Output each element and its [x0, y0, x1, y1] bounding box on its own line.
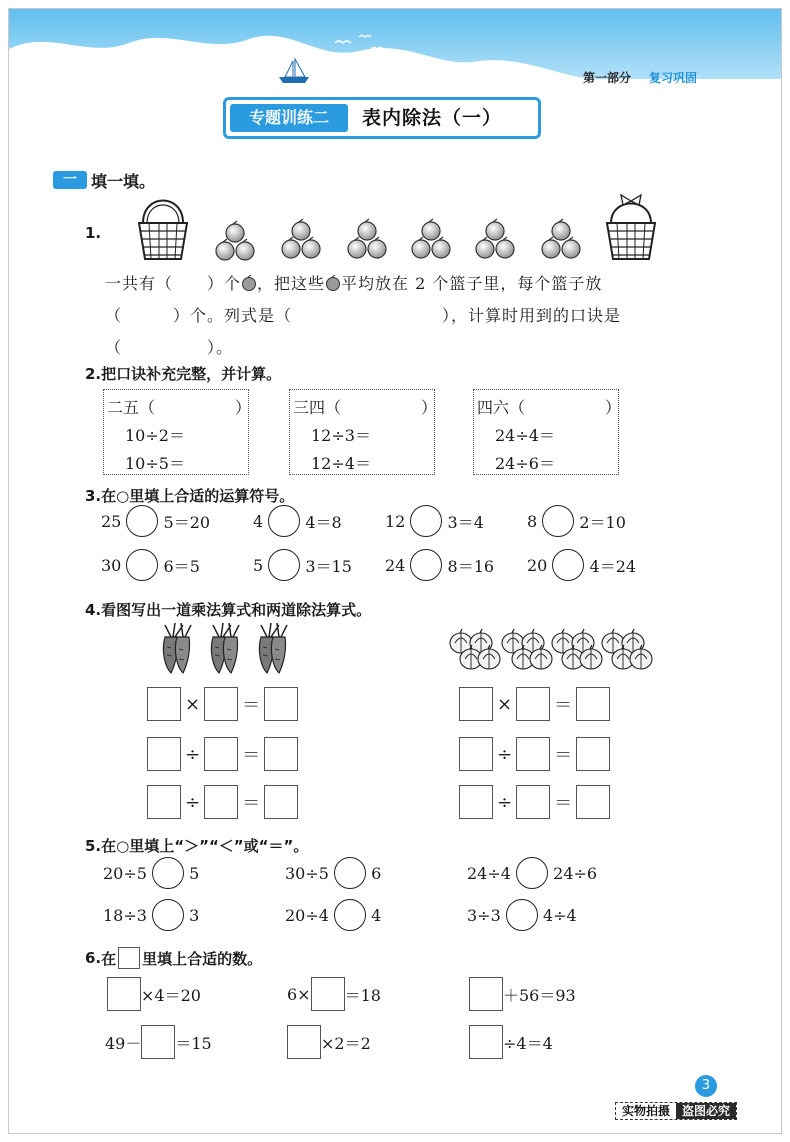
q3-operand-b: 2＝10 — [579, 512, 626, 532]
equals-sign: ＝ — [554, 745, 573, 766]
q6-item — [469, 977, 576, 1011]
answer-box[interactable] — [107, 977, 141, 1011]
fruit-icon — [241, 275, 257, 291]
pumpkins-illustration — [447, 627, 653, 673]
q6-post: ＋56＝93 — [503, 985, 576, 1005]
q4-left-div-row-2 — [147, 785, 298, 819]
q1-line1c: 平均放在 2 个篮子里，每个篮子放 — [341, 274, 603, 293]
answer-box[interactable] — [287, 1025, 321, 1059]
answer-box[interactable] — [576, 737, 610, 771]
q2-title: 把口诀补充完整，并计算。 — [101, 365, 282, 383]
q5-item — [285, 899, 381, 931]
q4-left-mult-row — [147, 687, 298, 721]
q6-item — [287, 977, 381, 1011]
equals-sign: ＝ — [242, 695, 261, 716]
q5-compare-circle[interactable] — [516, 857, 548, 889]
q6-post: ×4＝20 — [141, 985, 201, 1005]
q5-item — [467, 899, 577, 931]
topic-tag: 专题训练二 — [230, 104, 348, 132]
q2-box-3-eq1[interactable]: 24÷4＝ — [495, 426, 555, 445]
q6-header — [85, 947, 262, 969]
answer-box[interactable] — [516, 737, 550, 771]
q3-operand-b: 5＝20 — [163, 512, 211, 532]
stamp-left: 实物拍摄 — [616, 1103, 676, 1119]
q6-item — [287, 1025, 371, 1059]
q1-line2 — [105, 303, 621, 326]
answer-box[interactable] — [147, 785, 181, 819]
q3-op-circle[interactable] — [126, 505, 158, 537]
answer-box[interactable] — [264, 687, 298, 721]
answer-box[interactable] — [204, 785, 238, 819]
q2-box-2-eq2[interactable]: 12÷4＝ — [311, 454, 371, 473]
q3-item — [385, 505, 484, 537]
q3-operand-b: 6＝5 — [163, 556, 200, 576]
part-badge-text: 一 — [63, 172, 77, 188]
page-number: 3 — [695, 1075, 717, 1097]
q3-item — [253, 505, 342, 537]
divide-sign: ÷ — [185, 743, 201, 765]
section-label: 第一部分 — [583, 71, 632, 85]
part-title: 填一填。 — [91, 172, 156, 191]
times-sign: × — [497, 693, 513, 715]
q3-item — [527, 549, 636, 581]
q6-item — [469, 1025, 553, 1059]
q4-header — [85, 599, 371, 620]
q5-item — [285, 857, 381, 889]
q5-right: 4÷4 — [542, 905, 577, 925]
q5-left: 30÷5 — [285, 863, 329, 883]
q1-line1 — [105, 271, 602, 294]
q5-right: 3 — [189, 905, 200, 925]
q5-compare-circle[interactable] — [334, 857, 366, 889]
answer-box[interactable] — [459, 687, 493, 721]
q5-left: 20÷5 — [103, 863, 147, 883]
q5-right: 6 — [371, 863, 382, 883]
q1-line2b: ），计算时用到的口诀是 — [442, 306, 622, 325]
divide-sign: ÷ — [497, 743, 513, 765]
fruit-groups-illustration — [209, 215, 649, 267]
q3-item — [385, 549, 494, 581]
q3-operand-a: 5 — [253, 555, 264, 575]
q3-operand-a: 20 — [527, 555, 548, 575]
q6-pre: 6× — [287, 984, 311, 1004]
q2-box-3-head[interactable]: 四六（ ） — [477, 398, 622, 417]
q3-header — [85, 485, 294, 506]
q1-number: 1. — [85, 224, 102, 242]
answer-box[interactable] — [204, 737, 238, 771]
q5-compare-circle[interactable] — [152, 857, 184, 889]
q5-item — [103, 857, 199, 889]
carrots-illustration — [153, 621, 303, 677]
q3-title: 在○里填上合适的运算符号。 — [101, 487, 295, 505]
q5-item — [467, 857, 597, 889]
fruit-icon — [325, 275, 341, 291]
q3-operand-b: 3＝4 — [447, 512, 484, 532]
answer-box[interactable] — [576, 785, 610, 819]
q5-item — [103, 899, 199, 931]
q5-header — [85, 835, 308, 856]
q3-operand-a: 8 — [527, 511, 538, 531]
answer-box[interactable] — [516, 687, 550, 721]
q3-op-circle[interactable] — [410, 549, 442, 581]
q3-operand-a: 30 — [101, 555, 122, 575]
q6-item — [107, 977, 201, 1011]
q3-operand-a: 25 — [101, 511, 122, 531]
q6-title-b: 里填上合适的数。 — [142, 949, 263, 968]
q6-post: ＝15 — [175, 1033, 212, 1053]
q5-number: 5. — [85, 836, 102, 855]
divide-sign: ÷ — [185, 791, 201, 813]
q3-operand-b: 3＝15 — [305, 556, 352, 576]
q3-item — [101, 505, 210, 537]
q2-number: 2. — [85, 364, 102, 383]
basket-icon — [133, 193, 193, 265]
q3-number: 3. — [85, 486, 102, 505]
q2-box-1-eq2[interactable]: 10÷5＝ — [125, 454, 185, 473]
q5-right: 5 — [189, 863, 200, 883]
q5-right: 4 — [371, 905, 382, 925]
q5-compare-circle[interactable] — [152, 899, 184, 931]
stamp-right: 盗图必究 — [676, 1103, 736, 1119]
q3-op-circle[interactable] — [552, 549, 584, 581]
q6-title-a: 在 — [101, 949, 117, 968]
worksheet-page — [8, 8, 782, 1134]
box-symbol — [118, 947, 140, 969]
q4-title: 看图写出一道乘法算式和两道除法算式。 — [101, 601, 372, 619]
equals-sign: ＝ — [242, 793, 261, 814]
q5-left: 18÷3 — [103, 905, 147, 925]
answer-box[interactable] — [264, 785, 298, 819]
subsection-label: 复习巩固 — [649, 71, 698, 85]
q2-box-2-head[interactable]: 三四（ ） — [293, 398, 438, 417]
q3-operand-a: 24 — [385, 555, 406, 575]
equals-sign: ＝ — [242, 745, 261, 766]
answer-box[interactable] — [459, 785, 493, 819]
equals-sign: ＝ — [554, 695, 573, 716]
q4-left-div-row-1 — [147, 737, 298, 771]
q1-line1b: ，把这些 — [257, 274, 326, 293]
q3-op-circle[interactable] — [268, 549, 300, 581]
title-banner — [223, 97, 541, 139]
q3-operand-b: 4＝8 — [305, 512, 342, 532]
q5-compare-circle[interactable] — [506, 899, 538, 931]
q1-line3: （ ）。 — [105, 338, 234, 357]
q3-op-circle[interactable] — [542, 505, 574, 537]
q5-right: 24÷6 — [553, 863, 598, 883]
q2-box-2-eq1[interactable]: 12÷3＝ — [311, 426, 371, 445]
q3-item — [527, 505, 626, 537]
q6-post: ÷4＝4 — [503, 1033, 553, 1053]
q5-left: 3÷3 — [467, 905, 501, 925]
q2-box-1-eq1[interactable]: 10÷2＝ — [125, 426, 185, 445]
q5-title: 在○里填上“＞”“＜”或“＝”。 — [101, 837, 309, 855]
answer-box[interactable] — [204, 687, 238, 721]
times-sign: × — [185, 693, 201, 715]
q6-number: 6. — [85, 949, 102, 967]
q3-item — [253, 549, 352, 581]
q1-line2a: （ ）个。列式是（ — [105, 306, 293, 325]
answer-box[interactable] — [311, 977, 345, 1011]
q6-post: ＝18 — [344, 985, 381, 1005]
q3-op-circle[interactable] — [410, 505, 442, 537]
answer-box[interactable] — [469, 1025, 503, 1059]
q5-compare-circle[interactable] — [334, 899, 366, 931]
q5-left: 24÷4 — [467, 863, 511, 883]
q3-op-circle[interactable] — [126, 549, 158, 581]
q5-left: 20÷4 — [285, 905, 329, 925]
answer-box[interactable] — [264, 737, 298, 771]
answer-box[interactable] — [576, 687, 610, 721]
answer-box[interactable] — [141, 1025, 175, 1059]
q6-pre: 49－ — [105, 1033, 142, 1053]
q3-item — [101, 549, 200, 581]
page-title: 表内除法（一） — [362, 107, 503, 129]
q4-right-mult-row — [459, 687, 610, 721]
q3-operand-a: 12 — [385, 511, 406, 531]
q2-box-1-head[interactable]: 二五（ ） — [107, 398, 252, 417]
q6-post: ×2＝2 — [321, 1033, 371, 1053]
q4-right-div-row-2 — [459, 785, 610, 819]
equals-sign: ＝ — [554, 793, 573, 814]
q3-operand-b: 4＝24 — [589, 556, 637, 576]
answer-box[interactable] — [147, 737, 181, 771]
answer-box[interactable] — [459, 737, 493, 771]
answer-box[interactable] — [147, 687, 181, 721]
q3-operand-a: 4 — [253, 511, 264, 531]
answer-box[interactable] — [469, 977, 503, 1011]
q4-right-div-row-1 — [459, 737, 610, 771]
q2-header — [85, 363, 281, 384]
q4-number: 4. — [85, 600, 102, 619]
q2-box-3-eq2[interactable]: 24÷6＝ — [495, 454, 555, 473]
divide-sign: ÷ — [497, 791, 513, 813]
watermark-stamp — [615, 1102, 737, 1120]
q3-operand-b: 8＝16 — [447, 556, 495, 576]
q6-item — [105, 1025, 212, 1059]
answer-box[interactable] — [516, 785, 550, 819]
q3-op-circle[interactable] — [268, 505, 300, 537]
part-badge — [53, 171, 87, 189]
q1-line1a: 一共有（ ）个 — [105, 274, 242, 293]
